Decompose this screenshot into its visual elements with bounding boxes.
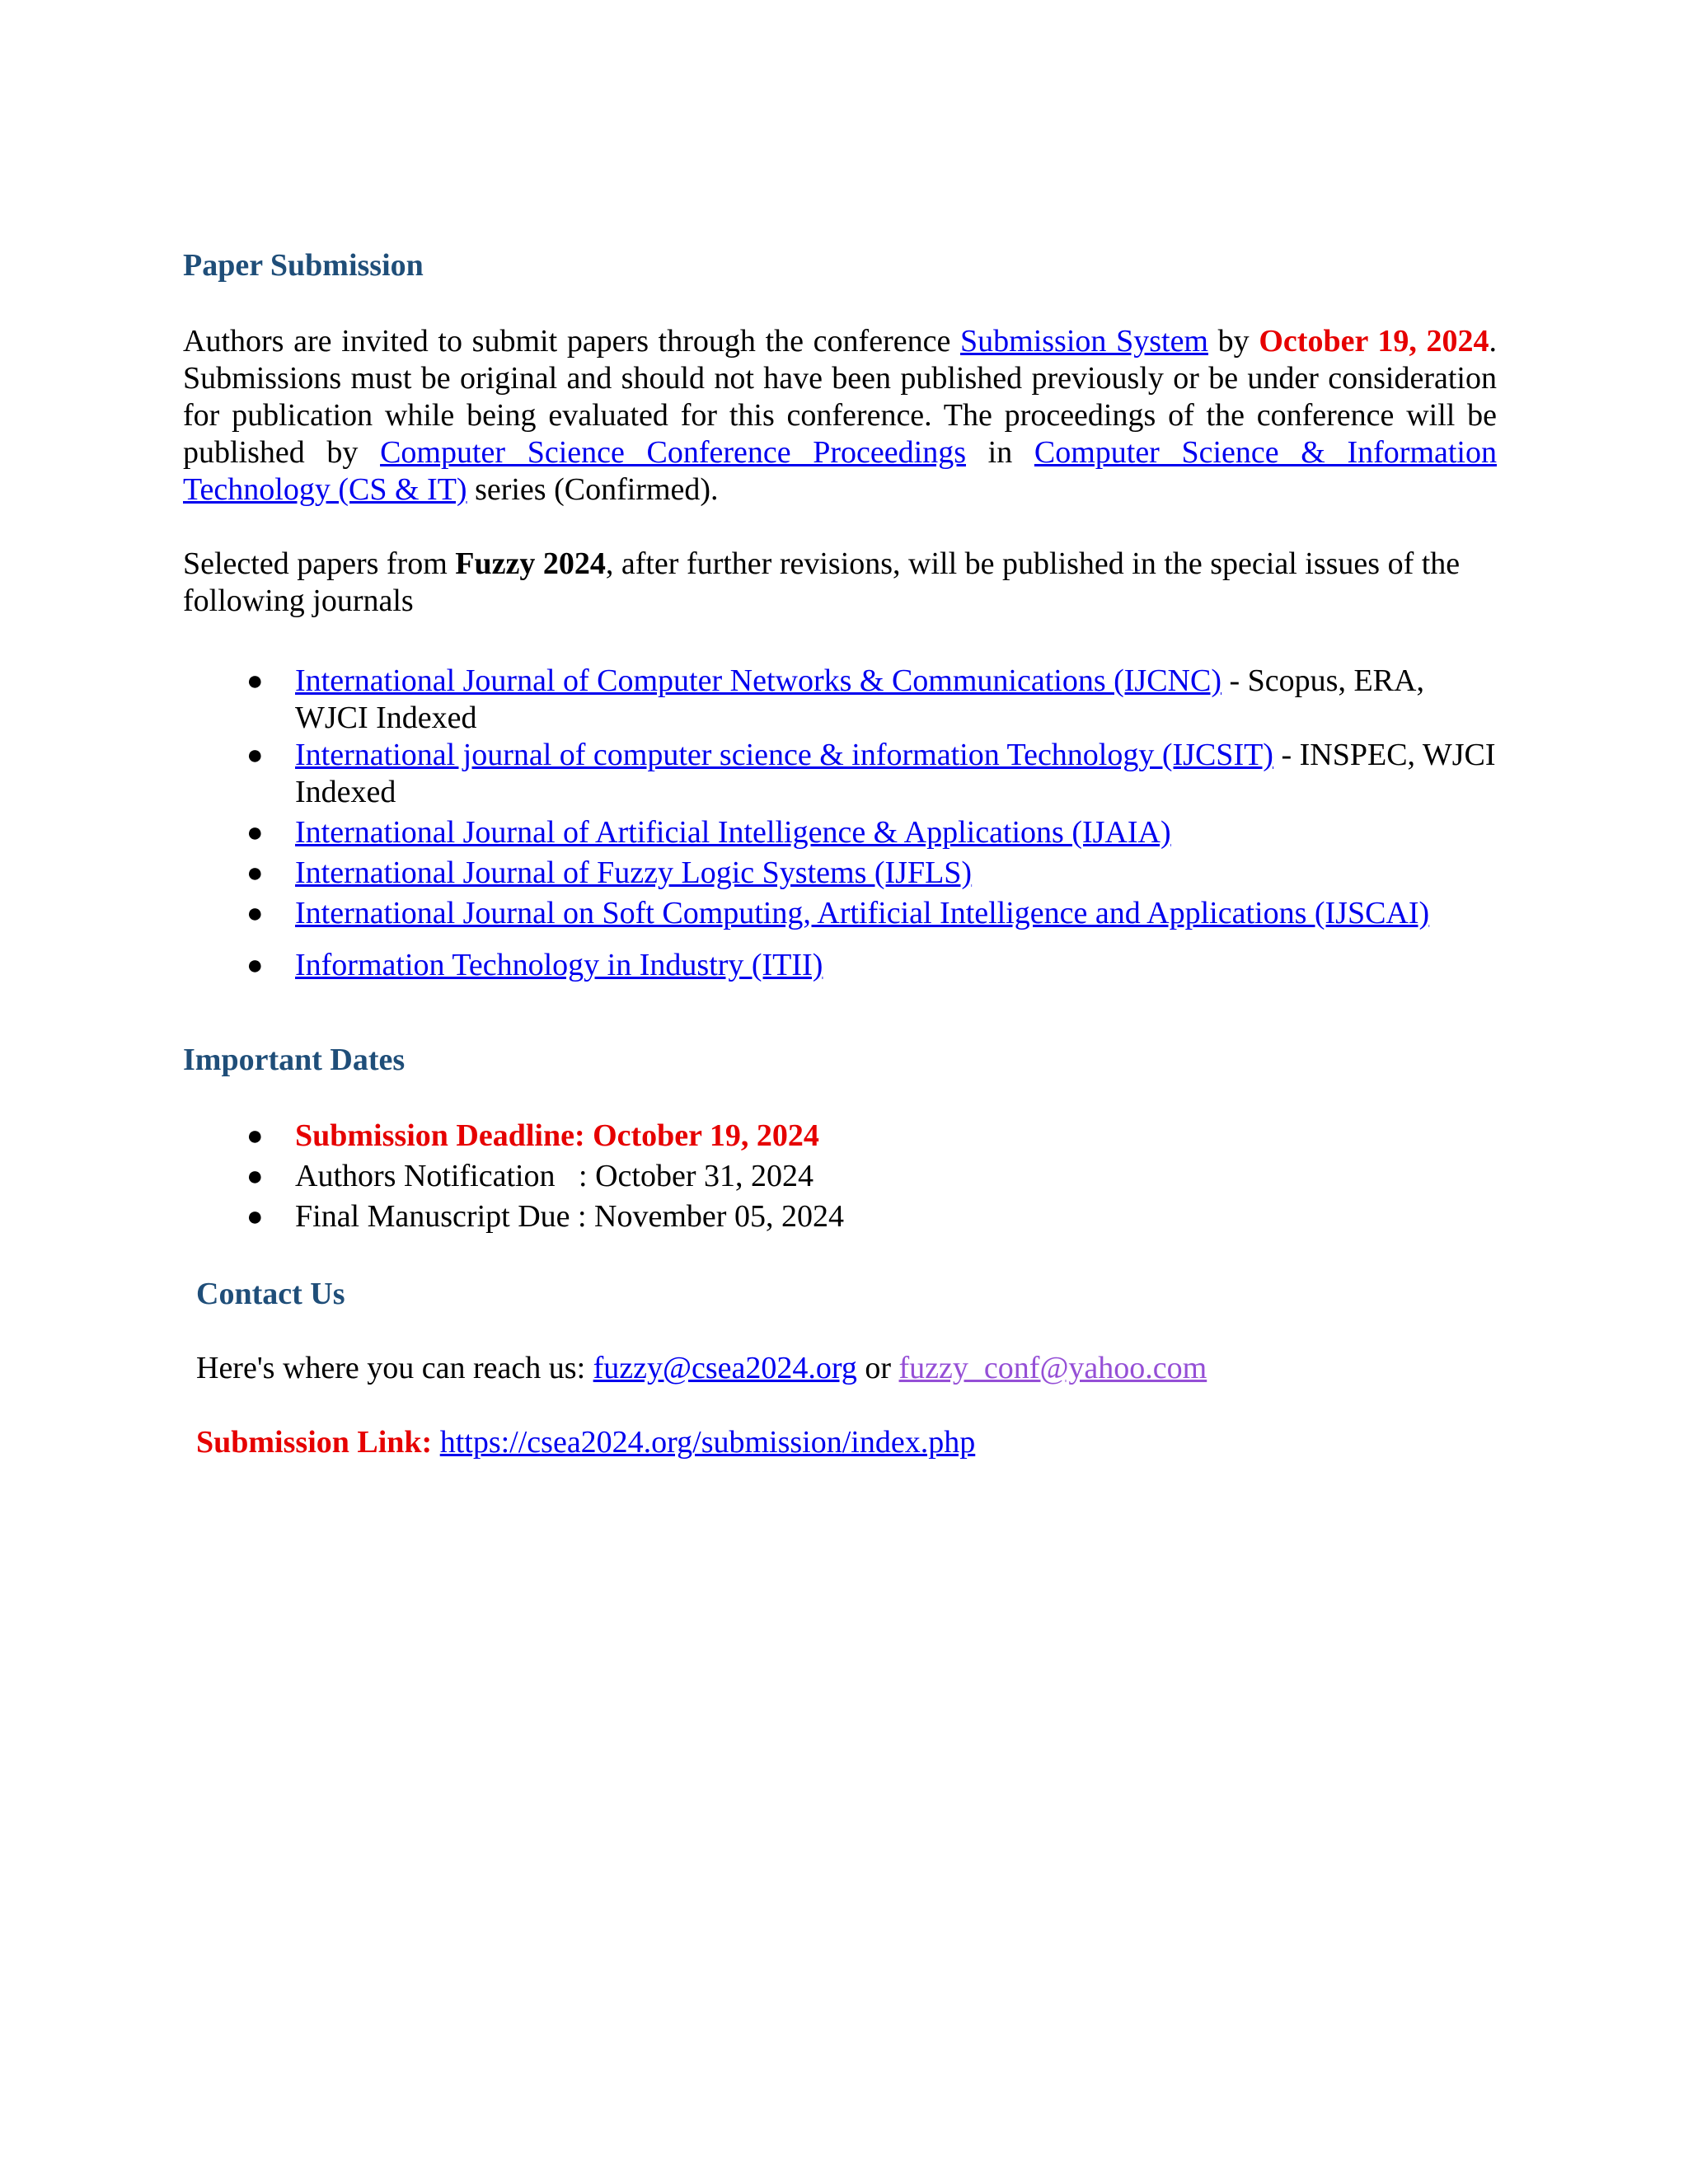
text-run: series (Confirmed). [467, 472, 719, 507]
list-item [183, 855, 1497, 892]
list-item [183, 663, 1497, 737]
contact-us-heading: Contact Us [196, 1277, 345, 1311]
text-run: or [856, 1351, 899, 1385]
bullet-icon: ● [246, 858, 264, 888]
bullet-icon: ● [246, 666, 264, 696]
submission-link-label: Submission Link: [196, 1425, 433, 1460]
bullet-icon: ● [246, 950, 264, 981]
bullet-icon: ● [246, 1202, 264, 1232]
journal-link-ijfls[interactable]: International Journal of Fuzzy Logic Systems (IJFLS) [295, 855, 973, 890]
list-item [183, 1118, 1497, 1155]
text-run: by [1208, 324, 1259, 359]
cs-it-series-link[interactable]: Computer Science & Information Technology (CS & IT) [183, 435, 1497, 507]
text-run: Authors are invited to submit papers through the conference [183, 324, 961, 359]
proceedings-link[interactable]: Computer Science Conference Proceedings [380, 435, 966, 470]
bullet-icon: ● [246, 818, 264, 848]
bullet-icon: ● [246, 898, 264, 929]
bullet-icon: ● [246, 1121, 264, 1151]
list-item [183, 895, 1497, 932]
list-item [183, 737, 1497, 811]
journal-link-ijscai[interactable]: International Journal on Soft Computing, Artificial Intelligence and Applications (IJSCAI) [295, 896, 1430, 930]
email-link-primary[interactable]: fuzzy@csea2024.org [593, 1351, 857, 1385]
list-item [183, 814, 1497, 851]
journal-indexing: - Scopus, ERA, WJCI Indexed [295, 663, 1424, 735]
text-run: . Submissions must be original and should not have been published previously or be under consideration for publication while being evaluated for this conference. The proceedings of the conference will be published by [183, 324, 1498, 470]
selected-papers-paragraph [183, 546, 1497, 620]
bullet-icon: ● [246, 740, 264, 771]
list-item [183, 947, 1497, 984]
journal-list [183, 663, 1497, 984]
dates-list [183, 1118, 1497, 1235]
journal-link-ijaia[interactable]: International Journal of Artificial Intelligence & Applications (IJAIA) [295, 815, 1171, 850]
submission-link-line [196, 1424, 975, 1461]
contact-line [196, 1350, 1207, 1387]
text-run: , after further revisions, will be published in the special issues of the following journals [183, 546, 1461, 618]
journal-link-ijcnc[interactable]: International Journal of Computer Networks & Communications (IJCNC) [295, 663, 1221, 698]
final-manuscript-due: Final Manuscript Due : November 05, 2024 [295, 1199, 844, 1234]
text-run: in [966, 435, 1034, 470]
bullet-icon: ● [246, 1161, 264, 1192]
deadline-date: October 19, 2024 [1259, 324, 1489, 359]
journal-indexing: - INSPEC, WJCI Indexed [295, 738, 1496, 809]
text-run: Here's where you can reach us: [196, 1351, 593, 1385]
paper-submission-heading: Paper Submission [183, 248, 424, 283]
email-link-secondary[interactable]: fuzzy_conf@yahoo.com [898, 1351, 1207, 1385]
journal-link-ijcsit[interactable]: International journal of computer science & information Technology (IJCSIT) [295, 738, 1273, 772]
submission-paragraph [183, 323, 1497, 509]
submission-url-link[interactable]: https://csea2024.org/submission/index.php [439, 1425, 976, 1460]
important-dates-heading: Important Dates [183, 1043, 406, 1077]
authors-notification: Authors Notification : October 31, 2024 [295, 1159, 814, 1193]
text-run: Selected papers from [183, 546, 456, 581]
conference-name: Fuzzy 2024 [455, 546, 606, 581]
list-item [183, 1158, 1497, 1195]
submission-system-link[interactable]: Submission System [960, 324, 1208, 359]
submission-deadline: Submission Deadline: October 19, 2024 [295, 1118, 819, 1153]
journal-link-itii[interactable]: Information Technology in Industry (ITII) [295, 948, 823, 982]
list-item [183, 1198, 1497, 1235]
